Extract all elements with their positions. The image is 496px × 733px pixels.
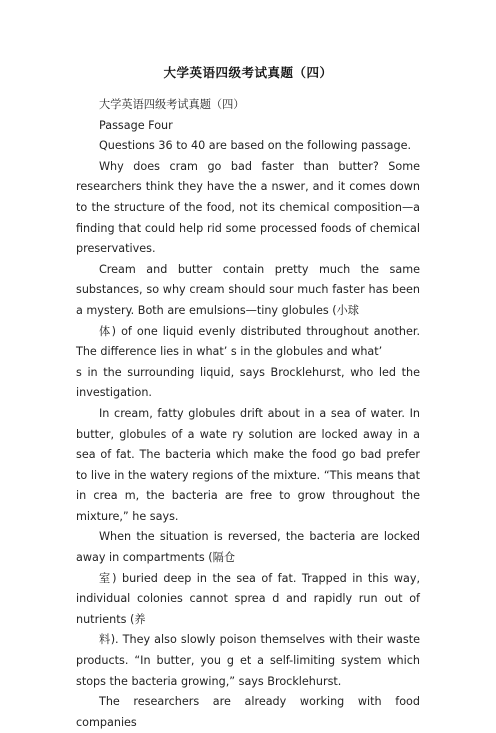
paragraph: The researchers are already working with food companies bbox=[76, 695, 420, 729]
document-title: 大学英语四级考试真题（四） bbox=[163, 65, 333, 80]
paragraph: In cream, fatty globules drift about in a sea of water. In butter, globules of a wate ry solution are locked away in a sea of fat. The bacteria which make the food go bad prefer to live in the watery regions of the mixture. “This means that in crea m, the bacteria are free to grow throughout the mixture,” he says. bbox=[76, 406, 420, 523]
paragraph-passage-label: Passage Four bbox=[99, 118, 173, 132]
paragraph: When the situation is reversed, the bacteria are locked away in compartments (隔仓 bbox=[76, 530, 420, 565]
paragraph: Why does cram go bad faster than butter? Some researchers think they have the a nswer, and it comes down to the structure of the food, not its chemical composition—a finding that could help rid some processed foods of chemical preservatives. bbox=[76, 159, 420, 256]
paragraph: 体) of one liquid evenly distributed throughout another. The difference lies in what’ s in the globules and what’ bbox=[76, 324, 420, 359]
paragraph-subtitle: 大学英语四级考试真题（四） bbox=[99, 98, 245, 111]
paragraph: 料). They also slowly poison themselves with their waste products. “In butter, you g et a self-limiting system which stops the bacteria growing,” says Brocklehurst. bbox=[76, 633, 420, 688]
paragraph-instructions: Questions 36 to 40 are based on the following passage. bbox=[99, 139, 412, 153]
document-body bbox=[76, 95, 420, 733]
paragraph: s in the surrounding liquid, says Brocklehurst, who led the investigation. bbox=[76, 365, 420, 400]
paragraph: 室) buried deep in the sea of fat. Trapped in this way, individual colonies cannot sprea d and rapidly run out of nutrients (养 bbox=[76, 571, 420, 626]
paragraph: Cream and butter contain pretty much the same substances, so why cream should sour much faster has been a mystery. Both are emulsions—tiny globules (小球 bbox=[76, 262, 420, 317]
